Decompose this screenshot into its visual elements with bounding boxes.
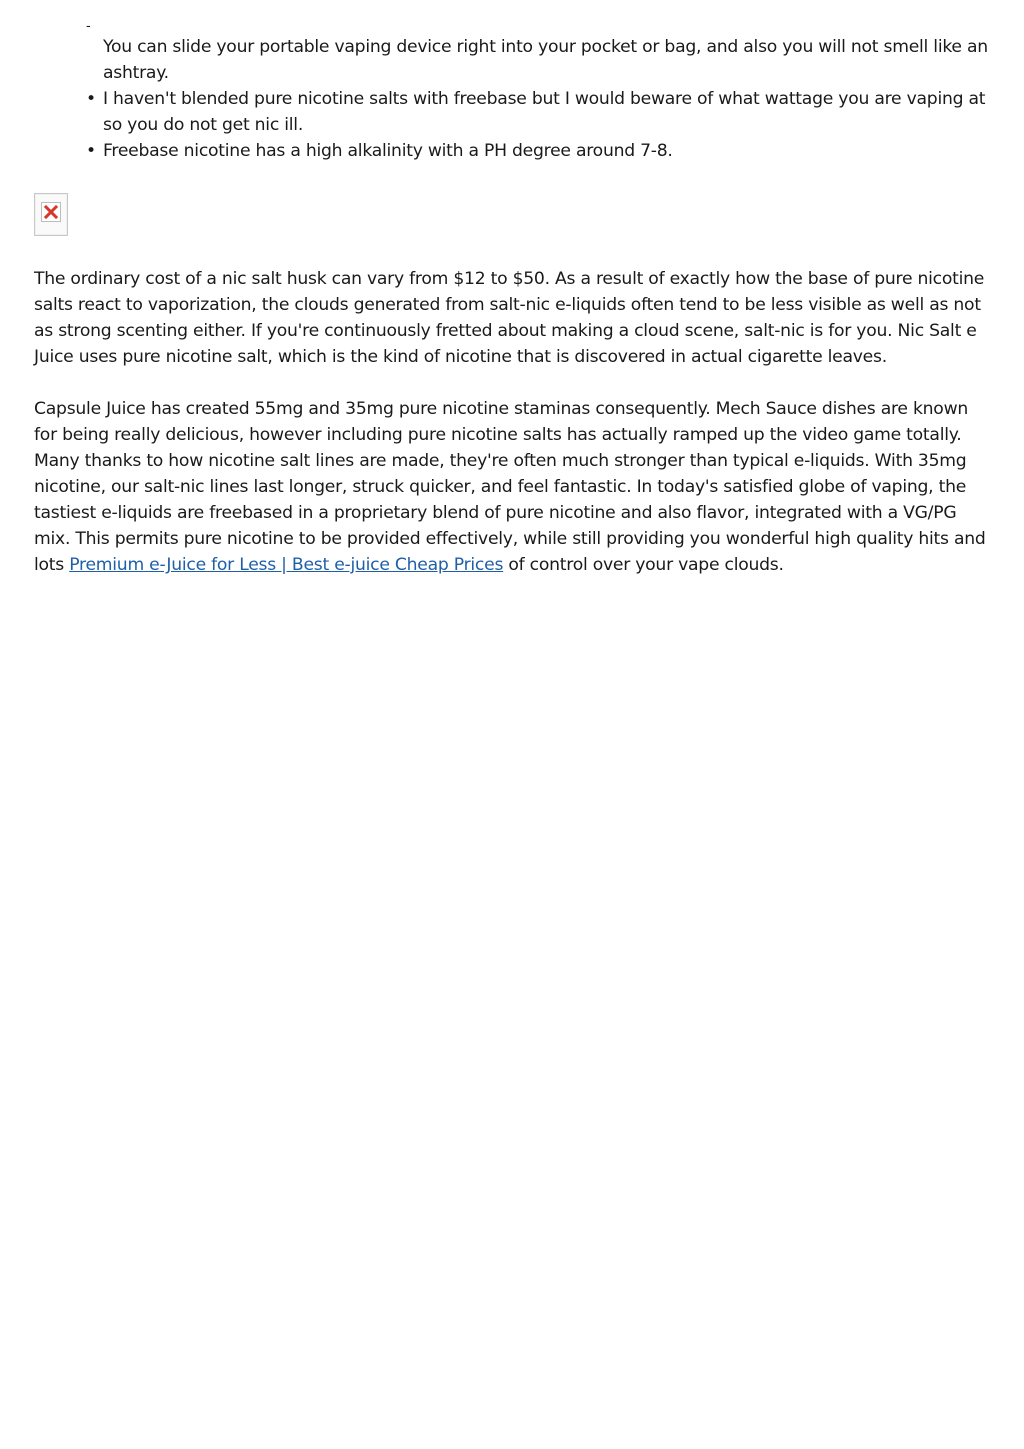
list-item: [86, 19, 994, 86]
premium-ejuice-link[interactable]: Premium e-Juice for Less | Best e-juice Cheap Prices: [69, 555, 504, 575]
list-marker: •: [86, 89, 96, 109]
list-marker: •: [86, 141, 96, 161]
paragraph-text: Capsule Juice has created 55mg and 35mg pure nicotine staminas consequently. Mech Sauce dishes are known for being really delicious, however including pure nicotine salts has actually ramped up the video game totally. Many thanks to how nicotine salt lines are made, they're often much stronger than typical e-liquids. With 35mg nicotine, our salt-nic lines last longer, struck quicker, and feel fantastic. In today's satisfied globe of vaping, the tastiest e-liquids are freebased in a proprietary blend of pure nicotine and also flavor, integrated with a VG/PG mix. This permits pure nicotine to be provided effectively, while still providing you wonderful high quality hits and lots: [34, 399, 986, 575]
paragraph-text: of control over your vape clouds.: [503, 555, 784, 575]
list-item-text: Freebase nicotine has a high alkalinity with a PH degree around 7-8.: [103, 141, 673, 161]
list-marker: -: [86, 19, 91, 34]
broken-image-icon: [41, 202, 61, 222]
close-x-icon: [42, 203, 60, 221]
list-item-text: You can slide your portable vaping device right into your pocket or bag, and also you will not smell like an ashtray.: [103, 37, 988, 83]
paragraph-capsule-juice: [34, 396, 994, 578]
bullet-list: [34, 19, 994, 164]
list-item-text: I haven't blended pure nicotine salts with freebase but I would beware of what wattage you are vaping at so you do not get nic ill.: [103, 89, 986, 135]
broken-image-placeholder: [34, 193, 68, 236]
list-item: [86, 138, 994, 164]
document-body: [34, 19, 994, 578]
paragraph-cost: The ordinary cost of a nic salt husk can vary from $12 to $50. As a result of exactly how the base of pure nicotine salts react to vaporization, the clouds generated from salt-nic e-liquids often tend to be less visible as well as not as strong scenting either. If you're continuously fretted about making a cloud scene, salt-nic is for you. Nic Salt e Juice uses pure nicotine salt, which is the kind of nicotine that is discovered in actual cigarette leaves.: [34, 269, 985, 367]
list-item: [86, 86, 994, 138]
